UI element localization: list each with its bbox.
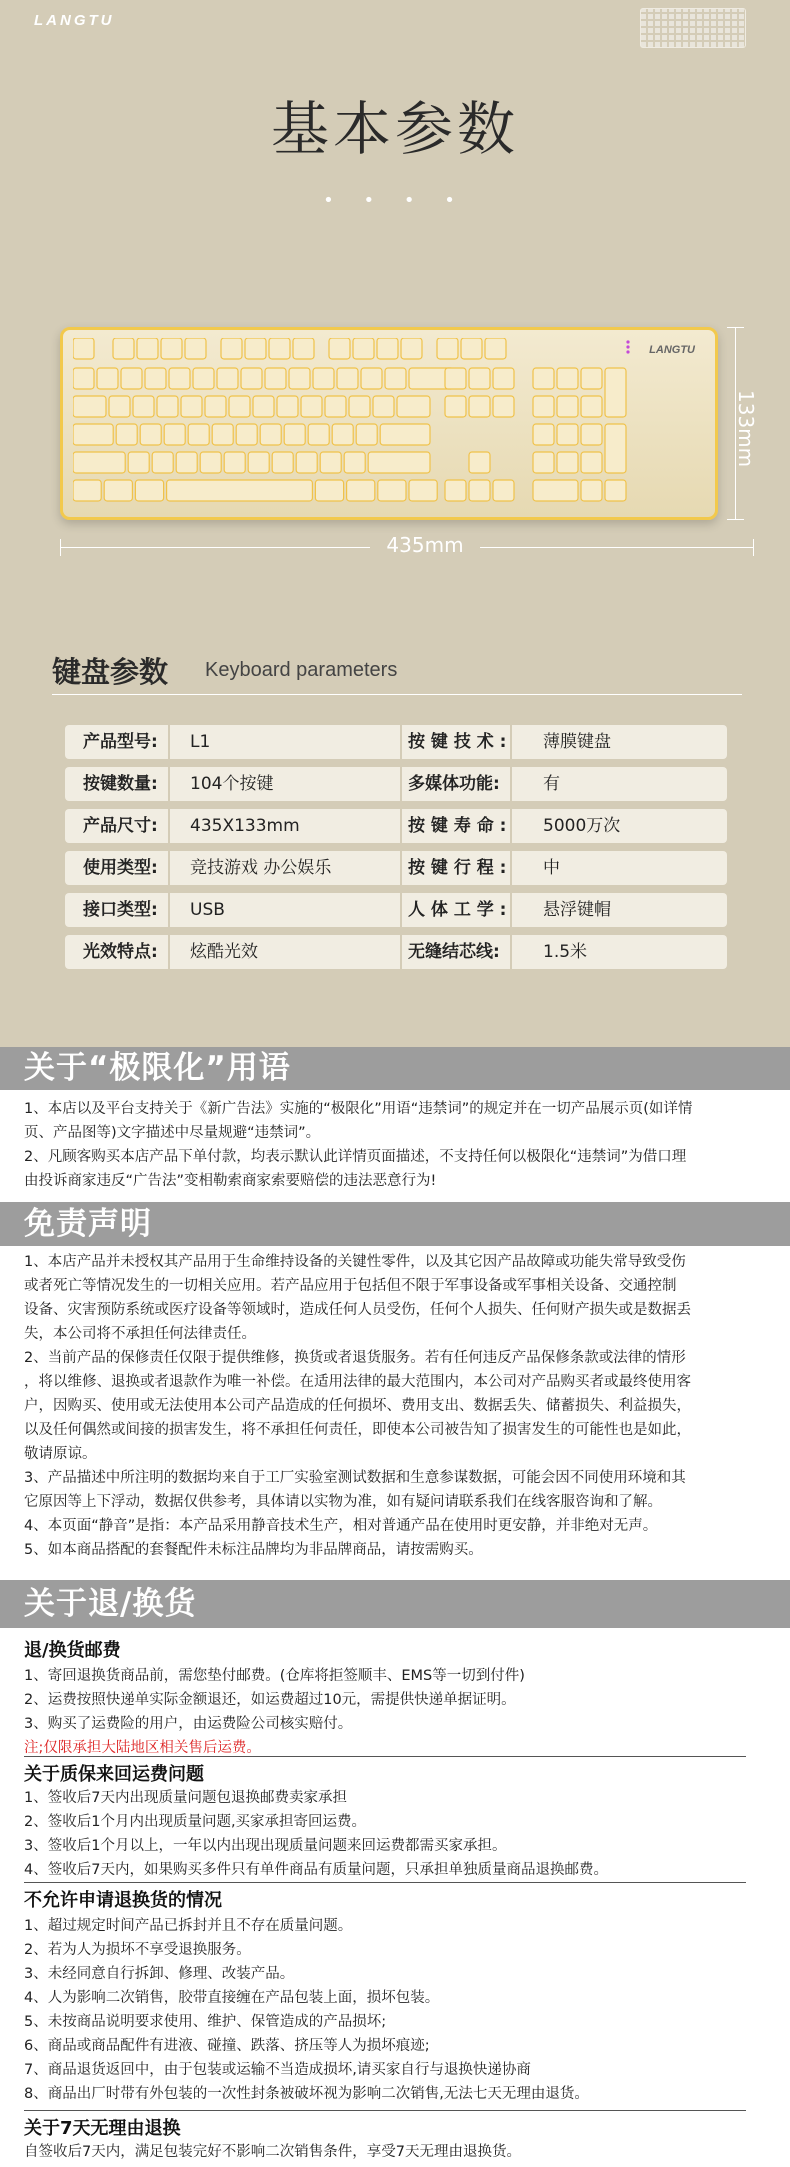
param-row (65, 725, 727, 759)
param-value: 竞技游戏 办公娱乐 (190, 858, 332, 878)
param-divider (400, 809, 402, 843)
brand-logo: LANGTU (34, 12, 115, 29)
text-line: 以及任何偶然或间接的损害发生，将不承担任何责任，即使本公司被告知了损害发生的可能性也是如此， (24, 1422, 691, 1438)
keycap (185, 338, 206, 359)
param-divider (510, 935, 512, 969)
keycap (581, 368, 602, 389)
param-value: 中 (543, 858, 560, 878)
keycap (373, 396, 394, 417)
keycap (164, 424, 185, 445)
returns-line: 1、签收后7天内出现质量问题包退换邮费卖家承担 (24, 1790, 347, 1806)
returns-line: 2、若为人为损坏不享受退换服务。 (24, 1942, 251, 1958)
keycap (493, 480, 514, 501)
keycap (260, 424, 281, 445)
param-divider (168, 725, 170, 759)
keyboard-image (60, 327, 718, 520)
keycap (344, 452, 365, 473)
param-key: 产品尺寸: (83, 816, 158, 836)
param-divider (510, 893, 512, 927)
text-line: 敬请原谅。 (24, 1446, 97, 1462)
param-divider (510, 725, 512, 759)
returns-section-heading: 退/换货邮费 (24, 1640, 121, 1661)
keycap (97, 368, 118, 389)
keycap (533, 452, 554, 473)
keycap (135, 480, 163, 501)
keycap (73, 338, 94, 359)
keycap (104, 480, 132, 501)
keycap (241, 368, 262, 389)
param-value: L1 (190, 732, 211, 752)
param-divider (168, 851, 170, 885)
keycap (205, 396, 226, 417)
returns-line: 3、未经同意自行拆卸、修理、改装产品。 (24, 1966, 295, 1982)
keycap (581, 452, 602, 473)
keycap (469, 452, 490, 473)
keycap (121, 368, 142, 389)
returns-line: 8、商品出厂时带有外包装的一次性封条被破坏视为影响二次销售,无法七天无理由退货。 (24, 2086, 589, 2102)
keycap (308, 424, 329, 445)
param-divider (168, 809, 170, 843)
text-line: 设备、灾害预防系统或医疗设备等领域时，造成任何人员受伤，任何个人损失、任何财产损失或是数据丢 (24, 1302, 691, 1318)
keycap (533, 396, 554, 417)
param-value: 有 (543, 774, 560, 794)
returns-line: 7、商品退货返回中，由于包装或运输不当造成损坏,请买家自行与退换快递协商 (24, 2062, 531, 2078)
param-key: 无缝结芯线: (408, 942, 500, 962)
keycap (493, 368, 514, 389)
text-line: 1、本店以及平台支持关于《新广告法》实施的“极限化”用语“违禁词”的规定并在一切产品展示页(如详情 (24, 1101, 693, 1117)
keycap (533, 424, 554, 445)
keycap (437, 338, 458, 359)
param-divider (400, 851, 402, 885)
text-line: 失，本公司将不承担任何法律责任。 (24, 1326, 256, 1342)
keycap (377, 338, 398, 359)
param-value: 5000万次 (543, 816, 621, 836)
keycap (224, 452, 245, 473)
param-row (65, 767, 727, 801)
height-dimension-label: 133mm (734, 390, 758, 468)
keycap (368, 452, 430, 473)
section-divider (24, 1756, 746, 1757)
param-key: 使用类型: (83, 858, 158, 878)
keycap (116, 424, 137, 445)
keycap (469, 396, 490, 417)
keycap (200, 452, 221, 473)
keycap (221, 338, 242, 359)
text-line: 5、如本商品搭配的套餐配件未标注品牌均为非品牌商品，请按需购买。 (24, 1542, 483, 1558)
keycap (349, 396, 370, 417)
limit-text (24, 1097, 776, 1193)
params-title-cn: 键盘参数 (52, 655, 169, 689)
param-key: 多媒体功能: (408, 774, 500, 794)
keycap (557, 452, 578, 473)
keycap (445, 480, 466, 501)
keycap (493, 396, 514, 417)
param-key: 接口类型: (83, 900, 158, 920)
returns-line: 自签收后7天内，满足包装完好不影响二次销售条件，享受7天无理由退换货。 (24, 2144, 521, 2160)
returns-section-heading: 不允许申请退换货的情况 (24, 1890, 222, 1911)
returns-line: 2、运费按照快递单实际金额退还，如运费超过10元，需提供快递单据证明。 (24, 1692, 516, 1708)
keycap (361, 368, 382, 389)
text-line: 4、本页面“静音”是指：本产品采用静音技术生产，相对普通产品在使用时更安静，并非绝对无声。 (24, 1518, 658, 1534)
returns-line: 4、签收后7天内，如果购买多件只有单件商品有质量问题，只承担单独质量商品退换邮费。 (24, 1862, 608, 1878)
returns-line: 2、签收后1个月内出现质量问题,买家承担寄回运费。 (24, 1814, 367, 1830)
param-row (65, 809, 727, 843)
keycap (581, 424, 602, 445)
keycap (128, 452, 149, 473)
keycap (193, 368, 214, 389)
keycap (313, 368, 334, 389)
keycap (293, 338, 314, 359)
keyboard-keys (73, 338, 705, 509)
keycap (73, 452, 125, 473)
disclaimer-banner: 免责声明 (0, 1202, 790, 1246)
section-divider (24, 2110, 746, 2111)
keycap (289, 368, 310, 389)
keycap (401, 338, 422, 359)
param-row (65, 893, 727, 927)
param-divider (510, 809, 512, 843)
keycap (157, 396, 178, 417)
returns-line: 4、人为影响二次销售，胶带直接缠在产品包装上面，损坏包装。 (24, 1990, 440, 2006)
limit-banner: 关于“极限化”用语 (0, 1047, 790, 1090)
keycap (133, 396, 154, 417)
keycap (253, 396, 274, 417)
keycap (296, 452, 317, 473)
returns-line: 6、商品或商品配件有进液、碰撞、跌落、挤压等人为损坏痕迹; (24, 2038, 430, 2054)
keycap (337, 368, 358, 389)
keycap (167, 480, 313, 501)
param-value: USB (190, 900, 225, 920)
text-line: 3、产品描述中所注明的数据均来自于工厂实验室测试数据和生意参谋数据，可能会因不同使用环境和其 (24, 1470, 686, 1486)
param-value: 悬浮键帽 (543, 900, 611, 920)
text-line: 1、本店产品并未授权其产品用于生命维持设备的关键性零件，以及其它因产品故障或功能失常导致受伤 (24, 1254, 686, 1270)
disclaimer-text (24, 1250, 776, 1562)
param-key: 按 键 寿 命 : (408, 816, 507, 836)
keycap (265, 368, 286, 389)
returns-line: 1、寄回退换货商品前，需您垫付邮费。(仓库将拒签顺丰、EMS等一切到付件) (24, 1668, 525, 1684)
keycap (73, 480, 101, 501)
keycap (315, 480, 343, 501)
param-divider (400, 767, 402, 801)
keycap (347, 480, 375, 501)
keycap (469, 480, 490, 501)
keycap (533, 368, 554, 389)
keycap (73, 424, 113, 445)
keycap (269, 338, 290, 359)
params-title-en: Keyboard parameters (205, 659, 398, 681)
text-line: 它原因等上下浮动，数据仅供参考，具体请以实物为准，如有疑问请联系我们在线客服咨询和了解。 (24, 1494, 662, 1510)
keycap (356, 424, 377, 445)
text-line: 户，因购买、使用或无法使用本公司产品造成的任何损坏、费用支出、数据丢失、储蓄损失、利益损失， (24, 1398, 691, 1414)
keycap (277, 396, 298, 417)
product-hero (0, 0, 790, 1047)
returns-note: 注;仅限承担大陆地区相关售后运费。 (24, 1740, 261, 1756)
width-dimension-label: 435mm (370, 533, 480, 557)
param-value: 104个按键 (190, 774, 274, 794)
text-line: 或者死亡等情况发生的一切相关应用。若产品应用于包括但不限于军事设备或军事相关设备、交通控制 (24, 1278, 677, 1294)
keycap (380, 424, 430, 445)
decorative-dots: • • • • (323, 190, 467, 211)
param-divider (400, 935, 402, 969)
param-key: 按 键 行 程 : (408, 858, 507, 878)
keycap (301, 396, 322, 417)
keycap (581, 480, 602, 501)
keycap (581, 396, 602, 417)
text-line: 页、产品图等)文字描述中尽量规避“违禁词”。 (24, 1125, 321, 1141)
keycap (145, 368, 166, 389)
keycap (137, 338, 158, 359)
keycap (557, 424, 578, 445)
keycap (152, 452, 173, 473)
param-row (65, 851, 727, 885)
keycap (73, 396, 106, 417)
text-line: 2、当前产品的保修责任仅限于提供维修，换货或者退货服务。若有任何违反产品保修条款或法律的情形 (24, 1350, 686, 1366)
keycap (397, 396, 430, 417)
keycap (485, 338, 506, 359)
keycap (445, 396, 466, 417)
returns-line: 3、签收后1个月以上，一年以内出现出现质量问题来回运费都需买家承担。 (24, 1838, 507, 1854)
keycap (378, 480, 406, 501)
keycap (332, 424, 353, 445)
keyboard-thumbnail-icon (640, 8, 746, 48)
param-value: 435X133mm (190, 816, 300, 836)
keycap (245, 338, 266, 359)
keycap (329, 338, 350, 359)
keycap (169, 368, 190, 389)
keycap (385, 368, 406, 389)
param-key: 按键数量: (83, 774, 158, 794)
param-value: 薄膜键盘 (543, 732, 611, 752)
keycap (181, 396, 202, 417)
param-value: 1.5米 (543, 942, 588, 962)
returns-line: 5、未按商品说明要求使用、维护、保管造成的产品损坏; (24, 2014, 387, 2030)
page-title: 基本参数 (270, 95, 519, 163)
param-key: 人 体 工 学 : (408, 900, 507, 920)
param-divider (400, 725, 402, 759)
keycap (284, 424, 305, 445)
keycap (248, 452, 269, 473)
keycap (229, 396, 250, 417)
keycap (461, 338, 482, 359)
keycap (325, 396, 346, 417)
returns-line: 3、购买了运费险的用户，由运费险公司核实赔付。 (24, 1716, 353, 1732)
returns-section-heading: 关于7天无理由退换 (24, 2118, 181, 2139)
text-line: ，将以维修、退换或者退款作为唯一补偿。在适用法律的最大范围内，本公司对产品购买者或最终使用客 (24, 1374, 691, 1390)
keycap (320, 452, 341, 473)
keycap (445, 368, 466, 389)
returns-line: 1、超过规定时间产品已拆封并且不存在质量问题。 (24, 1918, 353, 1934)
keycap (557, 396, 578, 417)
indicator-light (626, 345, 629, 348)
param-key: 按 键 技 术 : (408, 732, 507, 752)
param-key: 产品型号: (83, 732, 158, 752)
param-divider (168, 893, 170, 927)
text-line: 2、凡顾客购买本店产品下单付款，均表示默认此详情页面描述，不支持任何以极限化“违禁词”为借口理 (24, 1149, 687, 1165)
keycap (533, 480, 578, 501)
keycap (469, 368, 490, 389)
returns-banner: 关于退/换货 (0, 1580, 790, 1628)
keycap (236, 424, 257, 445)
param-divider (400, 893, 402, 927)
keycap (73, 368, 94, 389)
keycap (161, 338, 182, 359)
param-divider (510, 767, 512, 801)
keycap (176, 452, 197, 473)
param-row (65, 935, 727, 969)
keycap (140, 424, 161, 445)
param-value: 炫酷光效 (190, 942, 258, 962)
keycap (409, 480, 437, 501)
keyboard-logo: LANGTU (649, 344, 695, 356)
keycap (605, 424, 626, 473)
keycap (557, 368, 578, 389)
param-divider (168, 935, 170, 969)
params-header (52, 650, 742, 695)
keycap (113, 338, 134, 359)
text-line: 由投诉商家违反“广告法”变相勒索商家索要赔偿的违法恶意行为! (24, 1173, 437, 1189)
returns-section-heading: 关于质保来回运费问题 (24, 1764, 204, 1785)
keycap (605, 480, 626, 501)
param-divider (510, 851, 512, 885)
indicator-light (626, 340, 629, 343)
keycap (217, 368, 238, 389)
keycap (109, 396, 130, 417)
keycap (605, 368, 626, 417)
indicator-light (626, 350, 629, 353)
keycap (353, 338, 374, 359)
keycap (212, 424, 233, 445)
param-key: 光效特点: (83, 942, 158, 962)
keycap (188, 424, 209, 445)
keycap (272, 452, 293, 473)
param-divider (168, 767, 170, 801)
section-divider (24, 1882, 746, 1883)
